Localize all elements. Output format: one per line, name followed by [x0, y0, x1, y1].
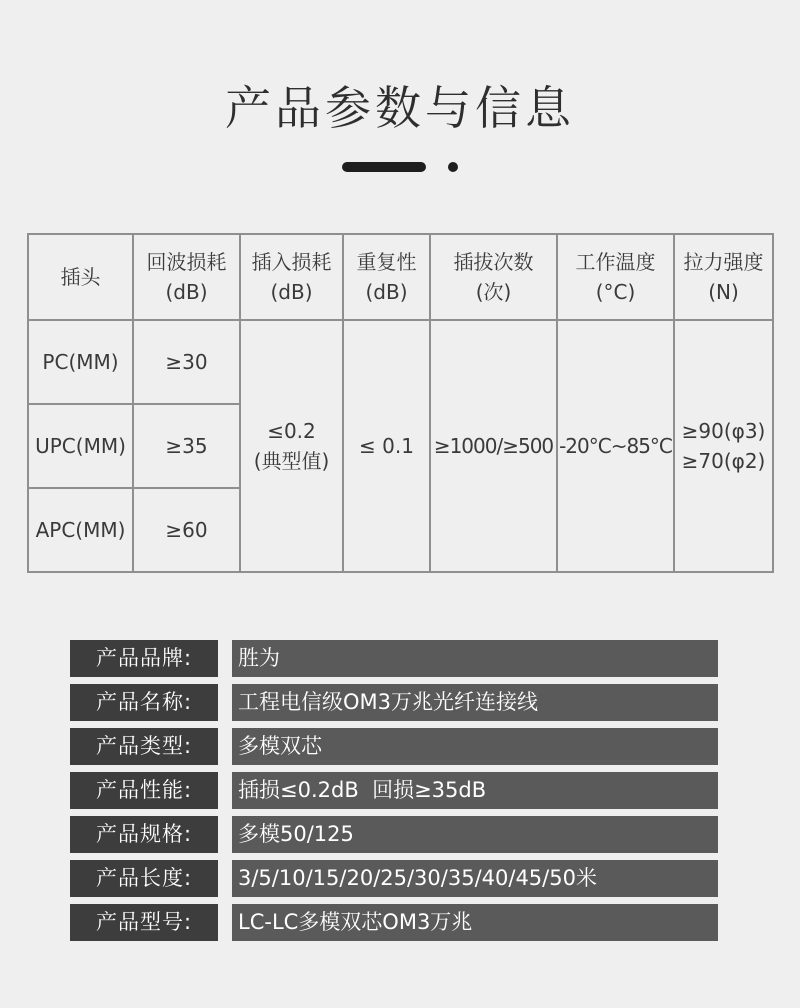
header-mating-cycles: 插拔次数 (次) — [430, 234, 557, 320]
cell-return-loss: ≥35 — [133, 404, 240, 488]
cell-operating-temp: -20°C~85°C — [557, 320, 674, 572]
header-insertion-loss: 插入损耗 (dB) — [240, 234, 343, 320]
info-label: 产品类型: — [70, 728, 218, 765]
cell-mating-cycles: ≥1000/≥500 — [430, 320, 557, 572]
info-label: 产品规格: — [70, 816, 218, 853]
info-row-type — [70, 728, 718, 765]
cell-return-loss: ≥60 — [133, 488, 240, 572]
product-info-list — [70, 640, 718, 948]
info-value: 插损≤0.2dB 回损≥35dB — [232, 772, 718, 809]
cell-connector: UPC(MM) — [28, 404, 133, 488]
info-row-spec — [70, 816, 718, 853]
table-row — [28, 320, 773, 404]
cell-connector: APC(MM) — [28, 488, 133, 572]
info-label: 产品性能: — [70, 772, 218, 809]
info-row-name — [70, 684, 718, 721]
header-connector: 插头 — [28, 234, 133, 320]
info-value: 多模双芯 — [232, 728, 718, 765]
page-title: 产品参数与信息 — [225, 81, 575, 135]
info-label: 产品型号: — [70, 904, 218, 941]
table-header-row — [28, 234, 773, 320]
cell-return-loss: ≥30 — [133, 320, 240, 404]
info-label: 产品名称: — [70, 684, 218, 721]
cell-connector: PC(MM) — [28, 320, 133, 404]
cell-insertion-loss: ≤0.2 (典型值) — [240, 320, 343, 572]
info-value: 胜为 — [232, 640, 718, 677]
info-row-brand — [70, 640, 718, 677]
cell-tensile-strength: ≥90(φ3) ≥70(φ2) — [674, 320, 773, 572]
info-row-model — [70, 904, 718, 941]
header-return-loss: 回波损耗 (dB) — [133, 234, 240, 320]
header-repeatability: 重复性 (dB) — [343, 234, 430, 320]
title-divider-bar — [342, 162, 426, 172]
header-tensile-strength: 拉力强度 (N) — [674, 234, 773, 320]
info-value: 3/5/10/15/20/25/30/35/40/45/50米 — [232, 860, 718, 897]
info-row-performance — [70, 772, 718, 809]
info-label: 产品长度: — [70, 860, 218, 897]
info-row-length — [70, 860, 718, 897]
info-value: 工程电信级OM3万兆光纤连接线 — [232, 684, 718, 721]
info-label: 产品品牌: — [70, 640, 218, 677]
info-value: LC-LC多模双芯OM3万兆 — [232, 904, 718, 941]
spec-table — [27, 233, 774, 573]
cell-repeatability: ≤ 0.1 — [343, 320, 430, 572]
info-value: 多模50/125 — [232, 816, 718, 853]
header-operating-temp: 工作温度 (°C) — [557, 234, 674, 320]
title-divider-dot — [448, 162, 458, 172]
